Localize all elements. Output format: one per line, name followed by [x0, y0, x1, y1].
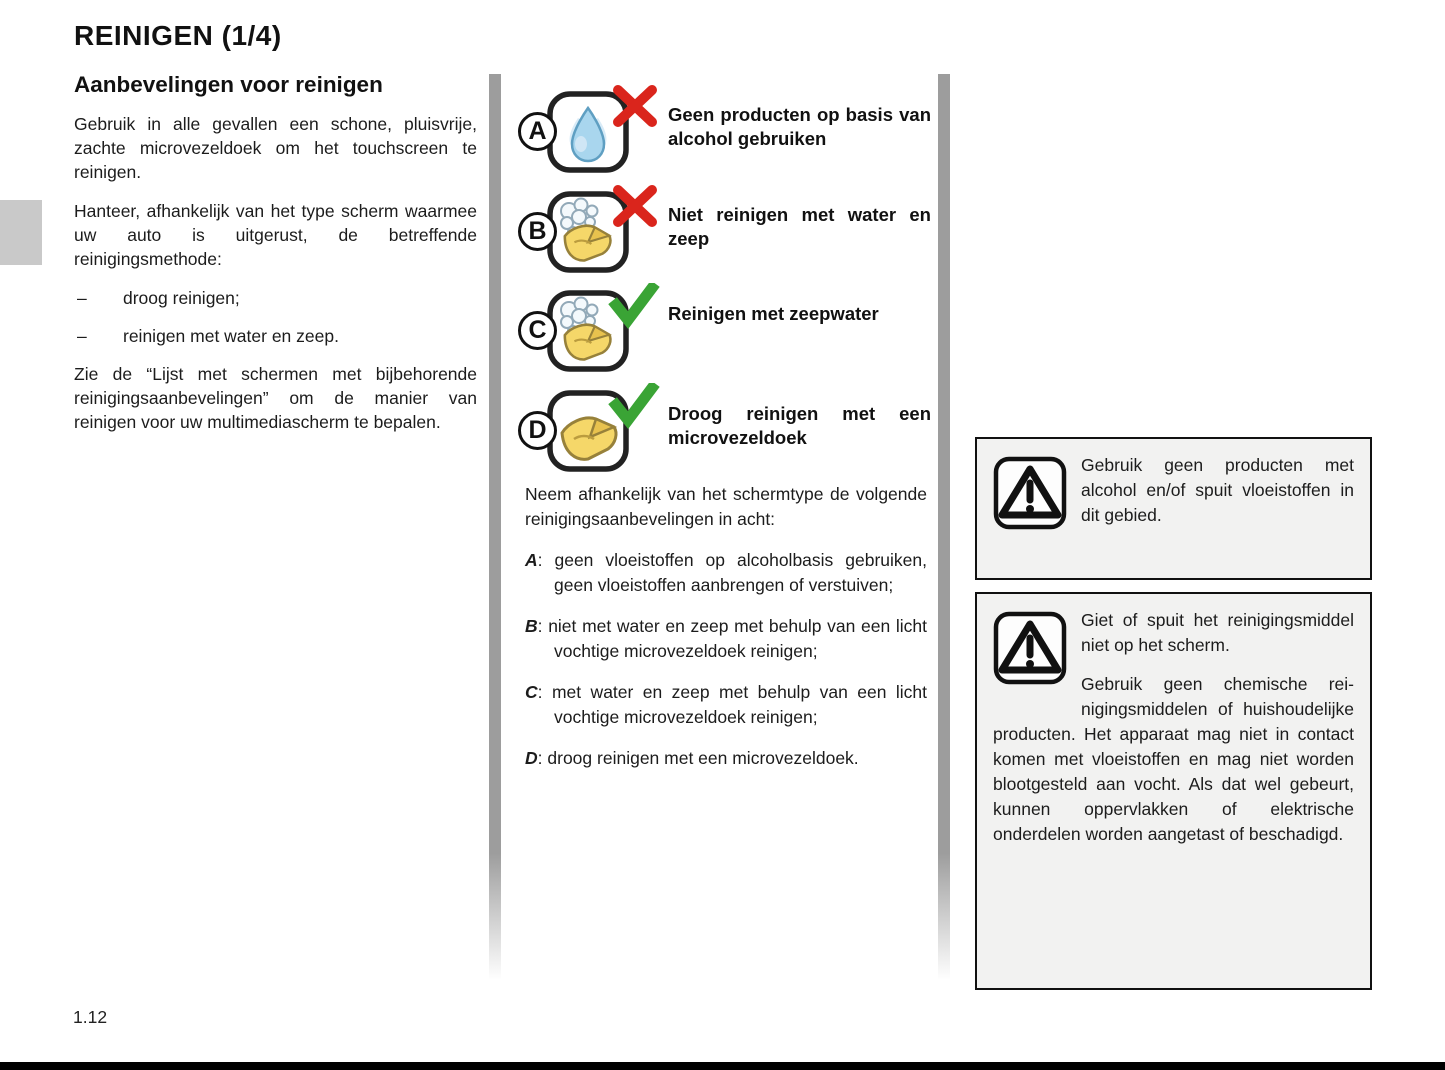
paragraph: Gebruik in alle gevallen een schone, pluisvrije, zachte microvezeldoek om het touchscreen te reinigen. [74, 114, 477, 182]
paragraph: Hanteer, afhankelijk van het type scherm waarmee uw auto is uitgerust, de betreffende reinigingsmethode: [74, 201, 477, 269]
bullet-dash: – [77, 288, 87, 308]
warning-box-liquids [975, 592, 1372, 990]
chapter-tab [0, 200, 42, 265]
method-label: Reinigen met zeepwater [668, 303, 879, 324]
list-item [74, 324, 477, 348]
check-mark [616, 288, 652, 320]
note-item-a: A: geen vloeistoffen op alcoholbasis gebruiken, geen vloeistoffen aanbrengen of verstuiven; [525, 550, 927, 595]
page-title: REINIGEN (1/4) [74, 20, 282, 51]
note-intro: Neem afhankelijk van het schermtype de volgende reinigingsaanbevelingen in acht: [525, 484, 927, 529]
cleaning-recommendations-section [74, 72, 477, 449]
method-row-b [518, 184, 938, 284]
bullet-text: reinigen met water en zeep. [123, 326, 339, 346]
warning-text: Gebruik geen producten met alcohol en/of spuit vloeistoffen in dit gebied. [1081, 455, 1354, 525]
page-number: 1.12 [73, 1007, 108, 1027]
paragraph: Zie de “Lijst met schermen met bijbehorende reinigingsaanbevelingen” om de manier van reinigen voor uw multimediascherm te bepalen. [74, 364, 477, 432]
note-item-c: C: met water en zeep met behulp van een licht vochtige microvezeldoek reinigen; [525, 682, 927, 727]
letter-badge-d: D [518, 411, 557, 450]
note-item-d: D: droog reinigen met een microvezeldoek. [525, 748, 859, 768]
section-heading: Aanbevelingen voor reinigen [74, 72, 383, 97]
method-label: Niet reinigen met water en zeep [668, 204, 931, 249]
letter-badge-c: C [518, 311, 557, 350]
page-edge-bar [0, 1062, 1445, 1070]
letter-badge-a: A [518, 112, 557, 151]
method-label: Droog reinigen met een microvezeldoek [668, 403, 931, 448]
warning-text: Gebruik geen chemische reinigingsmiddelen of huishoudelijke producten. Het apparaat mag niet in contact komen met vloeistoffen en mag niet worden blootgesteld aan vocht. Als dat wel gebeurt, kunnen oppervlakken of elektrische onderdelen worden aangetast of beschadigd. [993, 674, 1354, 844]
warning-text: Giet of spuit het reinigingsmiddel niet op het scherm. [1081, 610, 1354, 655]
screen-type-note [525, 482, 927, 787]
check-mark [616, 388, 652, 420]
warning-triangle-icon [993, 611, 1067, 685]
soap-sponge-icon [542, 184, 662, 284]
letter-badge-b: B [518, 212, 557, 251]
bullet-dash: – [77, 326, 87, 346]
warning-box-alcohol [975, 437, 1372, 580]
list-item [74, 286, 477, 310]
method-label: Geen producten op basis van alcohol gebruiken [668, 104, 931, 149]
bullet-text: droog reinigen; [123, 288, 240, 308]
soap-sponge-icon [542, 283, 662, 383]
column-separator [489, 74, 501, 980]
method-row-a [518, 84, 938, 184]
microfiber-cloth-icon [542, 383, 662, 483]
note-item-b: B: niet met water en zeep met behulp van een licht vochtige microvezeldoek reinigen; [525, 616, 927, 661]
alcohol-drop-icon [542, 84, 662, 184]
warning-triangle-icon [993, 456, 1067, 530]
method-row-c [518, 283, 938, 383]
method-row-d [518, 383, 938, 483]
column-separator [938, 74, 950, 980]
